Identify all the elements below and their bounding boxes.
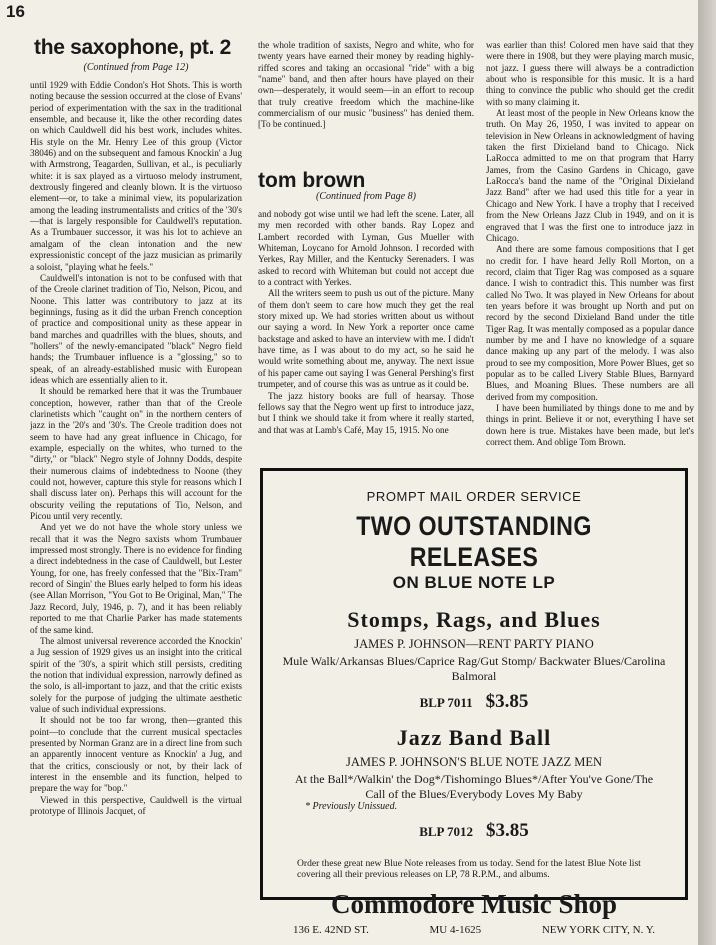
record-catalog: BLP 7012 [419,824,474,839]
article-column-2-top [258,40,474,140]
continued-note-saxophone: (Continued from Page 12) [83,62,189,73]
article-column-3 [486,40,694,463]
continued-note-tom-brown: (Continued from Page 8) [316,191,416,202]
paragraph: was earlier than this! Colored men have said that they were there in 1908, but they were playing march music, not jazz. I guess there will always be a contradiction about who is responsible for this music. It is a hard thing to convince the public who should get the credit with so many claiming it. [486,40,694,107]
order-instructions: Order these great new Blue Note releases from us today. Send for the latest Blue Note list covering all their previous releases on LP, 78 R.P.M., and albums. [297,858,641,881]
ad-headline: TWO OUTSTANDING RELEASES [356,511,592,572]
paragraph: The almost universal reverence accorded the Knockin' a Jug session of 1929 gives us an insight into the critical spirit of the '30's, a spirit which still persists, crediting the notion that individual expression, narrowly defined as the solo, is all-important to jazz, and that the critic exists solely for the purpose of judging the ultimate aesthetic value of such individual expressions. [30,635,242,714]
record-artist: JAMES P. JOHNSON—RENT PARTY PIANO [354,637,594,651]
paragraph: the whole tradition of saxists, Negro and white, who for twenty years have earned their money by reading highly-riffed scores and taking an occasional "ride" with a big "name" band, and then after hours have played on their own—desperately, it would seem—in an effort to recoup that truly creative freedom which the machine-like commercialism of our music "business" has denied them. [To be continued.] [258,40,474,130]
shop-name: Commodore Music Shop [330,888,618,919]
article-column-2 [258,209,474,449]
paragraph: Viewed in this perspective, Cauldwell is the virtual prototype of Illinois Jacquet, of [30,794,242,816]
record-title: Jazz Band Ball [396,725,552,750]
paragraph: It should not be too far wrong, then—granted this point—to conclude that the current musical spectacles presented by Norman Granz are in a direct line from such an apparently innocent venture as Knockin' a Jug, and that the critics, consciously or not, by their lack of interest in the ensemble and its function, helped to prepare the way for "bop." [30,715,242,794]
article-title-tom-brown: tom brown [258,169,366,192]
paragraph: And there are some famous compositions that I get no credit for. I have heard Jelly Roll Morton, on a record, claim that Tiger Rag was composed as a square dance. I wish to contradict this. This number was first called No Two. It was played in New Orleans for about ten years before it was brought up North and put on record by the second Dixieland Band under the title Tiger Rag. It was mentally composed as a popular dance number by me and I have no knowledge of a square dance making up any part of the melody. I was also proud to see my composition, More Power Blues, get so popular as to be called Livery Stable Blues, Barnyard Blues, and Moaning Blues. These numbers are all derived from my composition. [486,244,694,402]
paragraph: until 1929 with Eddie Condon's Hot Shots. This is worth noting because the session occurred at the close of Evans' period of experimentation with the sax in the traditional ensemble, and because it, like the other recording dates on which Cauldwell did his best work, includes whites. His style on the Mr. Henry Lee of this group (Victor 38046) and on the subsequent and famous Knockin' a Jug with Armstrong, Teagarden, Sullivan, et al., is peculiarly white: it is sax played as a virtuoso melody instrument, dextrously fingered and cleanly blown. It is the virtuoso element—or, to take a minimal view, its popularization among the leading instrumentalists and critics of the '30's—that is largely responsible for Cauldwell's reputation. As a Trumbauer successor, it was his lot to achieve an amalgam of the clean intonation and the new expressionistic concept of the jazz musician as primarily a soloist, "playing what he feels." [30,80,242,272]
record-tracks: At the Ball*/Walkin' the Dog*/Tishomingo Blues*/After You've Gone/The Call of the Blues/Everybody Loves My Baby [294,772,654,801]
article-title-saxophone: the saxophone, pt. 2 [34,36,232,59]
record-price-line [263,820,685,842]
shop-city: NEW YORK CITY, N. Y. [541,923,655,936]
paragraph: At least most of the people in New Orleans know the truth. On May 26, 1950, I was invited to appear on television in New Orleans in acknowledgment of having taken the first Dixieland band to Chicago. Nick LaRocca admitted to me on that program that Harry James, from the Casino Gardens in Chicago, gave LaRocca's band the name of the "Original Dixieland Jazz Band" after we had used this title for a year in Chicago and New York. I have a trophy that I received from the New Orleans Jazz Club in 1949, and on it is engraved that I was the first one to introduce jazz in Chicago. [486,108,694,243]
ad-subhead: ON BLUE NOTE LP [392,573,556,592]
advertisement-box [260,468,688,936]
paragraph: It should be remarked here that it was the Trumbauer conception, however, rather than that of the Creole clarinetists which "caught on" in the northern centers of jazz in the '20's and '30's. The Creole tradition does not seem to have had any great influence in Chicago, for example, especially on the whites, who turned to the "dirty," or "black" Negro style of Johnny Dodds, despite their numerous claims of indebtedness to Noone (they could not, however, capture this style for reasons which I shall discuss later on). Perhaps this will account for the obscurity veiling the reputations of Tio, Nelson, and Picou until very recently. [30,386,242,522]
page-number: 16 [6,2,25,21]
record-catalog: BLP 7011 [419,695,473,710]
record-price: $3.85 [485,691,529,712]
paragraph: And yet we do not have the whole story unless we recall that it was the Negro saxists whom Trumbauer impressed most strongly. There is no evidence for finding a direct indebtedness in the case of Cauldwell, but Lester Young, for one, has freely confessed that the "Bix-Tram" record of Singin' the Blues early helped to form his ideas (see Allan Morrison, "You Got to Be Original, Man," The Jazz Record, July, 1946, p. 7), and it has been reliably reported to me that Charlie Parker has made statements of the same kind. [30,522,242,635]
record-note: * Previously Unissued. [305,801,398,812]
record-title: Stomps, Rags, and Blues [347,607,601,632]
shop-address-line [263,924,685,936]
ad-header: PROMPT MAIL ORDER SERVICE [366,489,582,504]
record-tracks: Mule Walk/Arkansas Blues/Caprice Rag/Gut Stomp/ Backwater Blues/Carolina Balmoral [282,654,666,683]
paragraph: I have been humiliated by things done to me and by things in print. Believe it or not, everything I have set down here is true. Mistakes have been made, but let's correct them. And oblige Tom Brown. [486,403,694,448]
paragraph: Cauldwell's intonation is not to be confused with that of the Creole clarinet tradition of Tio, Nelson, Picou, and Noone. This latter was contributory to jazz at its beginnings, fusing as it did the urban French conception of practice and compositional unity as these appear in band marches and quadrilles with the blues, shouts, and "hollers" of the newly-emancipated "black" Negro field hands; the Trumbauer influence is a "glossing," so to speak, of an already-established music with European ideas which are essentially alien to it. [30,272,242,385]
article-column-1 [30,80,242,945]
shop-address: 136 E. 42ND ST. [293,923,369,936]
record-price-line [263,691,685,713]
paragraph: The jazz history books are full of hearsay. Those fellows say that the Negro went up first to introduce jazz, but I think we should take it from where it really started, and that was at Lamb's Café, May 15, 1915. No one [258,390,474,435]
record-price: $3.85 [486,820,529,841]
page-edge [698,0,716,945]
shop-phone: MU 4-1625 [429,923,482,936]
paragraph: and nobody got wise until we had left the scene. Later, all my men recorded with other bands. Ray Lopez and Lambert recorded with Lyman, Gus Mueller with Whiteman, Loycano for Arnold Johnson. I recorded with Yerkes, Ray Miller, and the Kentucky Serenaders. I was asked to record with Whiteman but could not accept due to a contract with Yerkes. [258,209,474,288]
record-artist: JAMES P. JOHNSON'S BLUE NOTE JAZZ MEN [345,755,603,769]
paragraph: All the writers seem to push us out of the picture. Many of them don't seem to care how much they get the real story mixed up. We had stories written about us without our saying a word. In New York a reporter once came backstage and asked to have an interview with me. I didn't have time, as I was about to do my act, so he said he would write something about me, anyway. The next issue of his paper came out saying I was General Pershing's first trumpeter, and of course this was as untrue as it could be. [258,288,474,390]
